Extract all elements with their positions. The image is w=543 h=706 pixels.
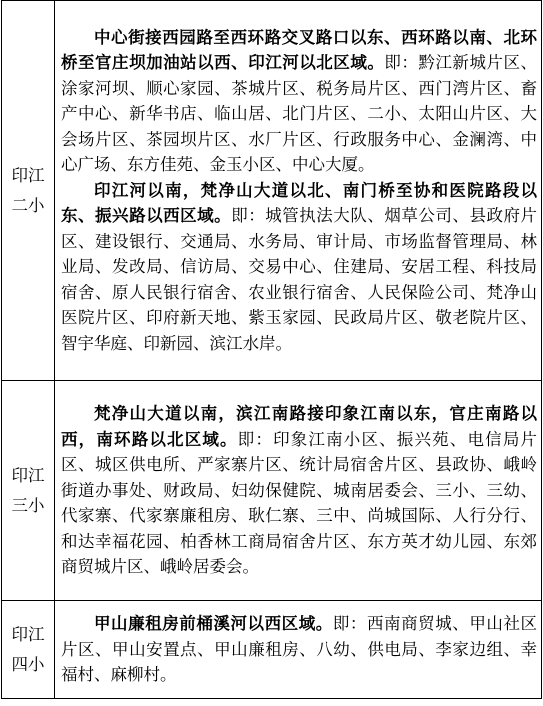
district-paragraph <box>61 401 537 580</box>
district-areas-list: 即：城管执法大队、烟草公司、县政府片区、建设银行、交通局、水务局、审计局、市场监督管理局、林业局、发改局、信访局、交易中心、住建局、安居工程、科技局宿舍、原人民银行宿舍、农业银行宿舍、人民保险公司、梵净山医院片区、印府新天地、紫玉家园、民政局片区、敬老院片区、智宇华庭、印新园、滨江水岸。 <box>61 206 538 353</box>
district-areas-list: 即：印象江南小区、振兴苑、电信局片区、城区供电所、严家寨片区、统计局宿舍片区、县政协、峨岭街道办事处、财政局、妇幼保健院、城南居委会、三小、三幼、代家寨、代家寨廉租房、耿仁寨、三中、尚城国际、人行分行、和达幸福花园、柏香林工商局宿舍片区、东方英才幼儿园、东郊商贸城片区、峨岭居委会。 <box>61 429 538 577</box>
district-paragraph <box>61 611 537 688</box>
school-name-line2: 四小 <box>11 654 45 674</box>
district-areas-cell <box>55 381 542 601</box>
table-row <box>2 381 542 601</box>
school-name-line2: 三小 <box>11 495 45 515</box>
school-name-line1: 印江 <box>11 624 45 644</box>
school-name-line2: 二小 <box>11 195 45 215</box>
district-areas-list: 即：西南商贸城、甲山社区片区、甲山安置点、甲山廉租房、八幼、供电局、李家边组、幸福村、麻柳村。 <box>61 614 538 685</box>
district-boundary-text: 梵净山大道以南，滨江南路接印象江南以东，官庄南路以西，南环路以北区域。 <box>61 404 537 449</box>
school-name-line1: 印江 <box>11 165 45 185</box>
school-name-cell <box>2 601 55 699</box>
table-row <box>2 1 542 381</box>
district-boundary-text: 甲山廉租房前桶溪河以西区域。 <box>94 614 333 634</box>
school-name-cell <box>2 381 55 601</box>
district-areas-cell <box>55 1 542 381</box>
district-areas-list: 即：黔江新城片区、涂家河坝、顺心家园、茶城片区、税务局片区、西门湾片区、畜产中心、新华书店、临山居、北门片区、二小、太阳山片区、大会场片区、茶园坝片区、水厂片区、行政服务中心、金澜湾、中心广场、东方佳苑、金玉小区、中心大厦。 <box>61 53 538 175</box>
district-paragraph <box>61 25 537 178</box>
school-name-cell <box>2 1 55 381</box>
district-paragraph <box>61 178 537 357</box>
district-boundary-text: 印江河以南，梵净山大道以北、南门桥至协和医院路段以东、振兴路以西区域。 <box>61 180 537 226</box>
district-boundary-text: 中心街接西园路至西环路交叉路口以东、西环路以南、北环桥至官庄坝加油站以西、印江河以北区域。 <box>61 27 537 73</box>
school-district-table <box>1 0 542 699</box>
school-name-line1: 印江 <box>11 465 45 485</box>
district-areas-cell <box>55 601 542 699</box>
table-row <box>2 601 542 699</box>
